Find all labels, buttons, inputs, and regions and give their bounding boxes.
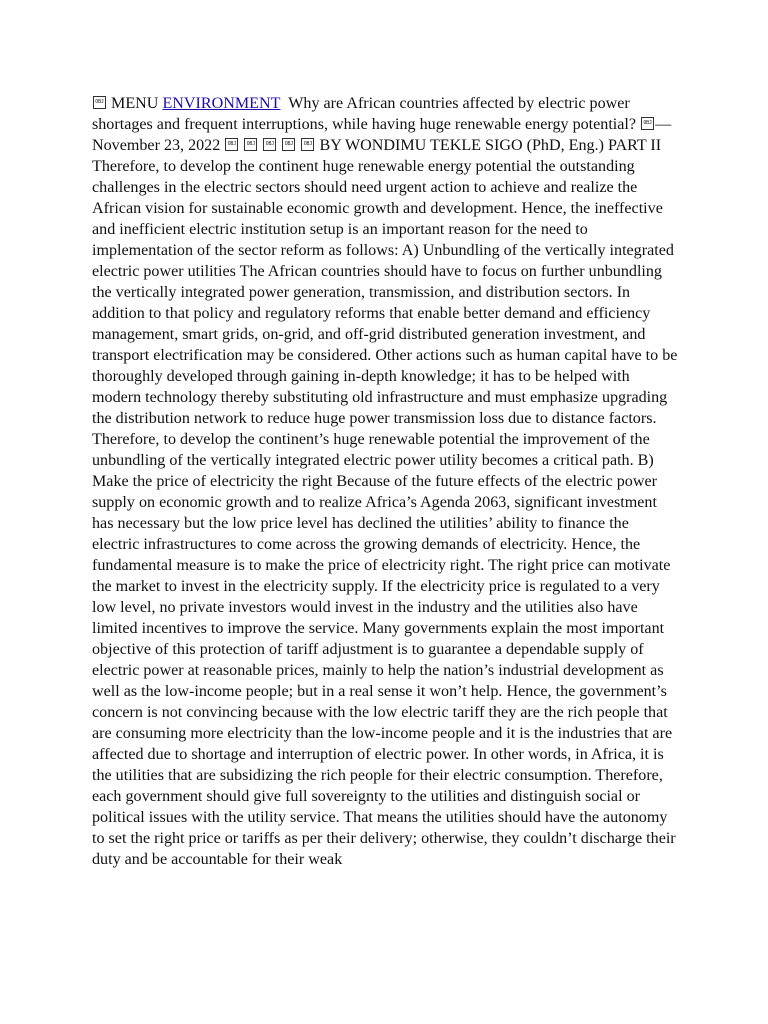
- article-title: Why are African countries affected by electric power shortages and frequent interruptions, while having huge renewable energy potential?: [92, 95, 637, 133]
- object-placeholder-icon: [93, 96, 106, 109]
- object-placeholder-icon: [225, 138, 238, 151]
- object-placeholder-icon: [641, 117, 654, 130]
- article-text-block: [92, 93, 678, 870]
- object-placeholder-icon: [301, 138, 314, 151]
- object-placeholder-icon: [263, 138, 276, 151]
- article-date: — November 23, 2022: [92, 116, 672, 154]
- object-placeholder-icon: [282, 138, 295, 151]
- environment-category-link[interactable]: ENVIRONMENT: [162, 95, 281, 112]
- menu-label[interactable]: MENU: [111, 95, 159, 112]
- object-placeholder-icon: [244, 138, 257, 151]
- article-byline: BY WONDIMU TEKLE SIGO (PhD, Eng.): [319, 137, 604, 154]
- article-body: PART II Therefore, to develop the continent huge renewable energy potential the outstanding challenges in the electric sectors should need urgent action to achieve and realize the African vision for sustainable economic growth and development. Hence, the ineffective and inefficient electric institution setup is an important reason for the need to implementation of the sector reform as follows: A) Unbundling of the vertically integrated electric power utilities The African countries should have to focus on further unbundling the vertically integrated power generation, transmission, and distribution sectors. In addition to that policy and regulatory reforms that enable better demand and efficiency management, smart grids, on-grid, and off-grid distributed generation investment, and transport electrification may be considered. Other actions such as human capital have to be thoroughly developed through gaining in-depth knowledge; it has to be helped with modern technology thereby substituting old infrastructure and must emphasize upgrading the distribution network to reduce huge power transmission loss due to distance factors. Therefore, to develop the continent’s huge renewable potential the improvement of the unbundling of the vertically integrated electric power utility becomes a critical path. B) Make the price of electricity the right Because of the future effects of the electric power supply on economic growth and to realize Africa’s Agenda 2063, significant investment has necessary but the low price level has declined the utilities’ ability to finance the electric infrastructures to come across the growing demands of electricity. Hence, the fundamental measure is to make the price of electricity right. The right price can motivate the market to invest in the electricity supply. If the electricity price is regulated to a very low level, no private investors would invest in the industry and the utilities also have limited incentives to improve the service. Many governments explain the most important objective of this protection of tariff adjustment is to guarantee a dependable supply of electric power at reasonable prices, mainly to help the nation’s industrial development as well as the low-income people; but in a real sense it won’t help. Hence, the government’s concern is not convincing because with the low electric tariff they are the rich people that are consuming more electricity than the low-income people and it is the industries that are affected due to shortage and interruption of electric power. In other words, in Africa, it is the utilities that are subsidizing the rich people for their electric consumption. Therefore, each government should give full sovereignty to the utilities and distinguish social or political issues with the utility service. That means the utilities should have the autonomy to set the right price or tariffs as per their delivery; otherwise, they couldn’t discharge their duty and be accountable for their weak: [92, 137, 678, 868]
